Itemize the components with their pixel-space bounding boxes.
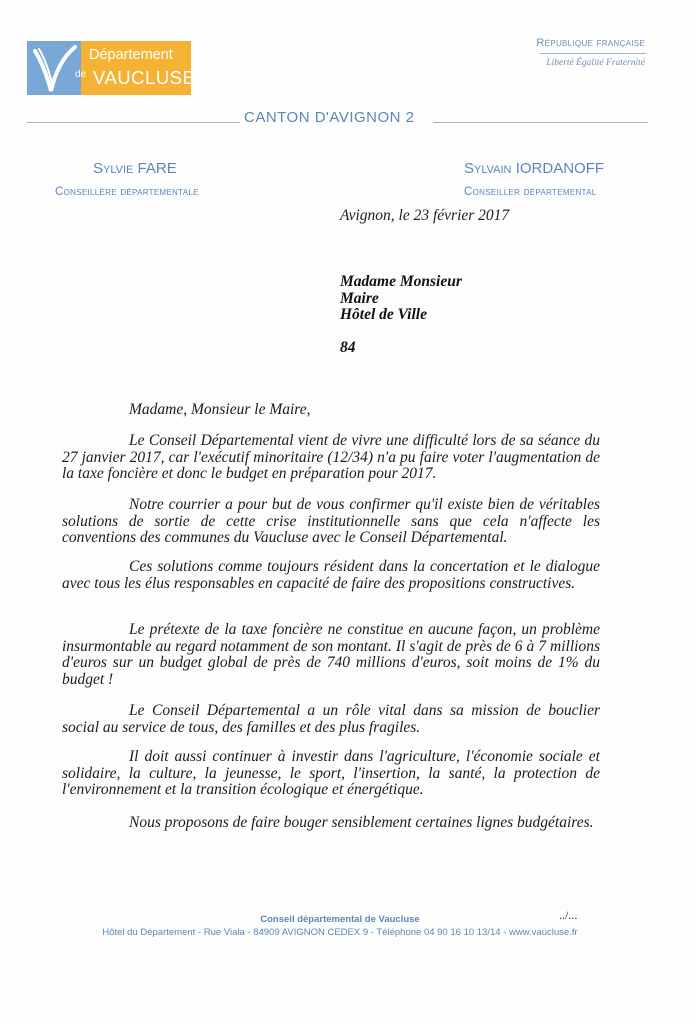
elu-2-firstname: Sylvain: [464, 160, 512, 177]
department-logo: [27, 41, 196, 95]
elu-1-firstname: Sylvie: [93, 160, 134, 177]
recipient-line-1: Madame Monsieur: [340, 273, 462, 290]
paragraph-7: Nous proposons de faire bouger sensiblement certaines lignes budgétaires.: [129, 814, 594, 831]
elu-2-name: [464, 160, 604, 177]
recipient-postcode: 84: [340, 339, 356, 356]
salutation: Madame, Monsieur le Maire,: [129, 401, 311, 418]
logo-blue-block: [27, 41, 81, 95]
elu-1-lastname: FARE: [137, 160, 177, 177]
paragraph-4: Le prétexte de la taxe foncière ne constitue en aucune façon, un problème insurmontable au regard notamment de son montant. Il s'agit de près de 6 à 7 millions d'euros sur un budget global de près de 740 millions d'euros, soit moins de 1% du budget !: [62, 621, 600, 689]
v-swirl-icon: [27, 41, 81, 95]
canton-title: CANTON D'AVIGNON 2: [244, 109, 415, 126]
paragraph-3: Ces solutions comme toujours résident dans la concertation et le dialogue avec tous les élus responsables en capacité de faire des propositions constructives.: [62, 558, 600, 592]
canton-rule-left: [27, 122, 240, 123]
paragraph-6: Il doit aussi continuer à investir dans l'agriculture, l'économie sociale et solidaire, la culture, la jeunesse, le sport, l'insertion, la santé, la protection de l'environnement et la transition écologique et énergétique.: [62, 748, 600, 799]
elu-1-role: Conseillère départementale: [55, 186, 199, 198]
paragraph-2: Notre courrier a pour but de vous confirmer qu'il existe bien de véritables solutions de sortie de cette crise institutionnelle sans que cela n'affecte les conventions des communes du Vaucluse avec le Conseil Départemental.: [62, 496, 600, 547]
devise: Liberté Égalité Fraternité: [546, 58, 645, 68]
paragraph-5: Le Conseil Départemental a un rôle vital dans sa mission de bouclier social au service de tous, des familles et des plus fragiles.: [62, 702, 600, 736]
logo-vaucluse-text: VAUCLUSE: [93, 67, 196, 88]
recipient-line-3: Hôtel de Ville: [340, 306, 427, 323]
paragraph-1: Le Conseil Départemental vient de vivre une difficulté lors de sa séance du 27 janvier 2017, car l'exécutif minoritaire (12/34) n'a pu faire voter l'augmentation de la taxe foncière et donc le budget en préparation pour 2017.: [62, 432, 600, 483]
letter-date: Avignon, le 23 février 2017: [340, 207, 510, 224]
footer-address: Hôtel du Département - Rue Viala - 84909 AVIGNON CEDEX 9 - Téléphone 04 90 16 10 13/14 - www.vaucluse.fr: [102, 927, 578, 938]
continuation-mark: ../...: [559, 908, 578, 922]
elu-1-name: [93, 160, 177, 177]
elu-2-role: Conseiller départemental: [464, 186, 597, 198]
logo-departement-text: Département: [89, 47, 173, 63]
republique-francaise: République française: [536, 37, 645, 49]
elu-2-lastname: IORDANOFF: [515, 160, 605, 177]
republique-divider: [540, 53, 646, 54]
canton-rule-right: [433, 122, 648, 123]
logo-de-text: de: [75, 69, 87, 80]
footer-org: Conseil départemental de Vaucluse: [260, 914, 420, 925]
recipient-line-2: Maire: [340, 290, 379, 307]
